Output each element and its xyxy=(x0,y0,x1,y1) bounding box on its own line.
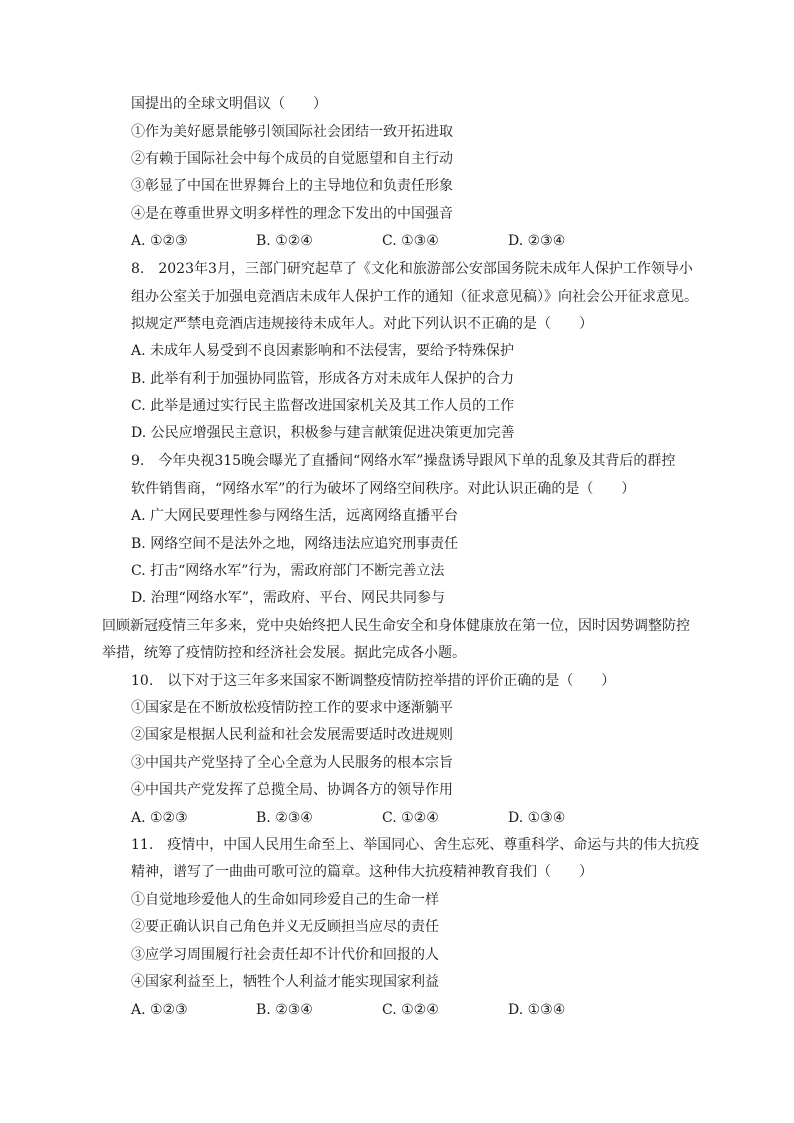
q11-statement-2: ②要正确认识自己角色并义无反顾担当应尽的责任 xyxy=(131,919,439,935)
question-11-stem-line-2: 精神，谱写了一曲曲可歌可泣的篇章。这种伟大抗疫精神教育我们（ ） xyxy=(131,864,593,880)
q7-option-a: A. ①②③ xyxy=(131,233,188,249)
q7-statement-4: ④是在尊重世界文明多样性的理念下发出的中国强音 xyxy=(131,206,453,222)
q10-statement-1: ①国家是在不断放松疫情防控工作的要求中逐渐躺平 xyxy=(131,700,453,716)
question-7-stem-tail: 国提出的全球文明倡议（ ） xyxy=(131,96,327,112)
q7-option-c: C. ①③④ xyxy=(382,233,439,249)
q11-statement-3: ③应学习周围履行社会责任却不计代价和回报的人 xyxy=(131,947,439,963)
q7-statement-3: ③彰显了中国在世界舞台上的主导地位和负责任形象 xyxy=(131,178,453,194)
q11-option-a: A. ①②③ xyxy=(131,1002,188,1018)
question-8-stem-line-1: 8. 2023年3月，三部门研究起草了《文化和旅游部公安部国务院未成年人保护工作领导小 xyxy=(131,261,693,277)
question-8-stem-line-2: 组办公室关于加强电竞酒店未成年人保护工作的通知（征求意见稿）》向社会公开征求意见。 xyxy=(131,289,698,305)
q8-option-c: C. 此举是通过实行民主监督改进国家机关及其工作人员的工作 xyxy=(131,398,515,414)
q9-option-b: B. 网络空间不是法外之地，网络违法应追究刑事责任 xyxy=(131,536,459,552)
q10-statement-3: ③中国共产党坚持了全心全意为人民服务的根本宗旨 xyxy=(131,755,453,771)
q9-option-a: A. 广大网民要理性参与网络生活，远离网络直播平台 xyxy=(131,508,459,524)
q11-option-c: C. ①②④ xyxy=(382,1002,439,1018)
q10-option-b: B. ②③④ xyxy=(256,810,313,826)
q8-option-d: D. 公民应增强民主意识，积极参与建言献策促进决策更加完善 xyxy=(131,425,515,441)
q7-option-b: B. ①②④ xyxy=(256,233,313,249)
question-11-stem-line-1: 11. 疫情中，中国人民用生命至上、举国同心、舍生忘死、尊重科学、命运与共的伟大抗疫 xyxy=(131,837,700,853)
q9-option-d: D. 治理“网络水军”，需政府、平台、网民共同参与 xyxy=(131,590,445,606)
q10-option-d: D. ①③④ xyxy=(508,810,566,826)
q9-option-c: C. 打击“网络水军”行为，需政府部门不断完善立法 xyxy=(131,563,445,579)
q11-option-b: B. ②③④ xyxy=(256,1002,313,1018)
question-8-stem-line-3: 拟规定严禁电竞酒店违规接待未成年人。对此下列认识不正确的是（ ） xyxy=(131,316,593,332)
q11-option-d: D. ①③④ xyxy=(508,1002,566,1018)
q8-option-b: B. 此举有利于加强协同监管，形成各方对未成年人保护的合力 xyxy=(131,371,515,387)
q7-statement-1: ①作为美好愿景能够引领国际社会团结一致开拓进取 xyxy=(131,124,453,140)
question-9-stem-line-1: 9. 今年央视315晚会曝光了直播间“网络水军”操盘诱导跟风下单的乱象及其背后的群控 xyxy=(131,453,676,469)
q10-statement-4: ④中国共产党发挥了总揽全局、协调各方的领导作用 xyxy=(131,782,453,798)
q11-statement-1: ①自觉地珍爱他人的生命如同珍爱自己的生命一样 xyxy=(131,892,439,908)
q7-statement-2: ②有赖于国际社会中每个成员的自觉愿望和自主行动 xyxy=(131,151,453,167)
passage-line-1: 回顾新冠疫情三年多来，党中央始终把人民生命安全和身体健康放在第一位，因时因势调整防控 xyxy=(102,618,690,634)
q10-option-c: C. ①②④ xyxy=(382,810,439,826)
question-9-stem-line-2: 软件销售商，“网络水军”的行为破坏了网络空间秩序。对此认识正确的是（ ） xyxy=(131,481,636,497)
q7-option-d: D. ②③④ xyxy=(508,233,566,249)
question-10-stem: 10. 以下对于这三年多来国家不断调整疫情防控举措的评价正确的是（ ） xyxy=(131,673,616,689)
passage-line-2: 举措，统筹了疫情防控和经济社会发展。据此完成各小题。 xyxy=(102,645,466,661)
q11-statement-4: ④国家利益至上，牺牲个人利益才能实现国家利益 xyxy=(131,974,439,990)
q10-statement-2: ②国家是根据人民利益和社会发展需要适时改进规则 xyxy=(131,727,453,743)
q8-option-a: A. 未成年人易受到不良因素影响和不法侵害，要给予特殊保护 xyxy=(131,343,515,359)
q10-option-a: A. ①②③ xyxy=(131,810,188,826)
